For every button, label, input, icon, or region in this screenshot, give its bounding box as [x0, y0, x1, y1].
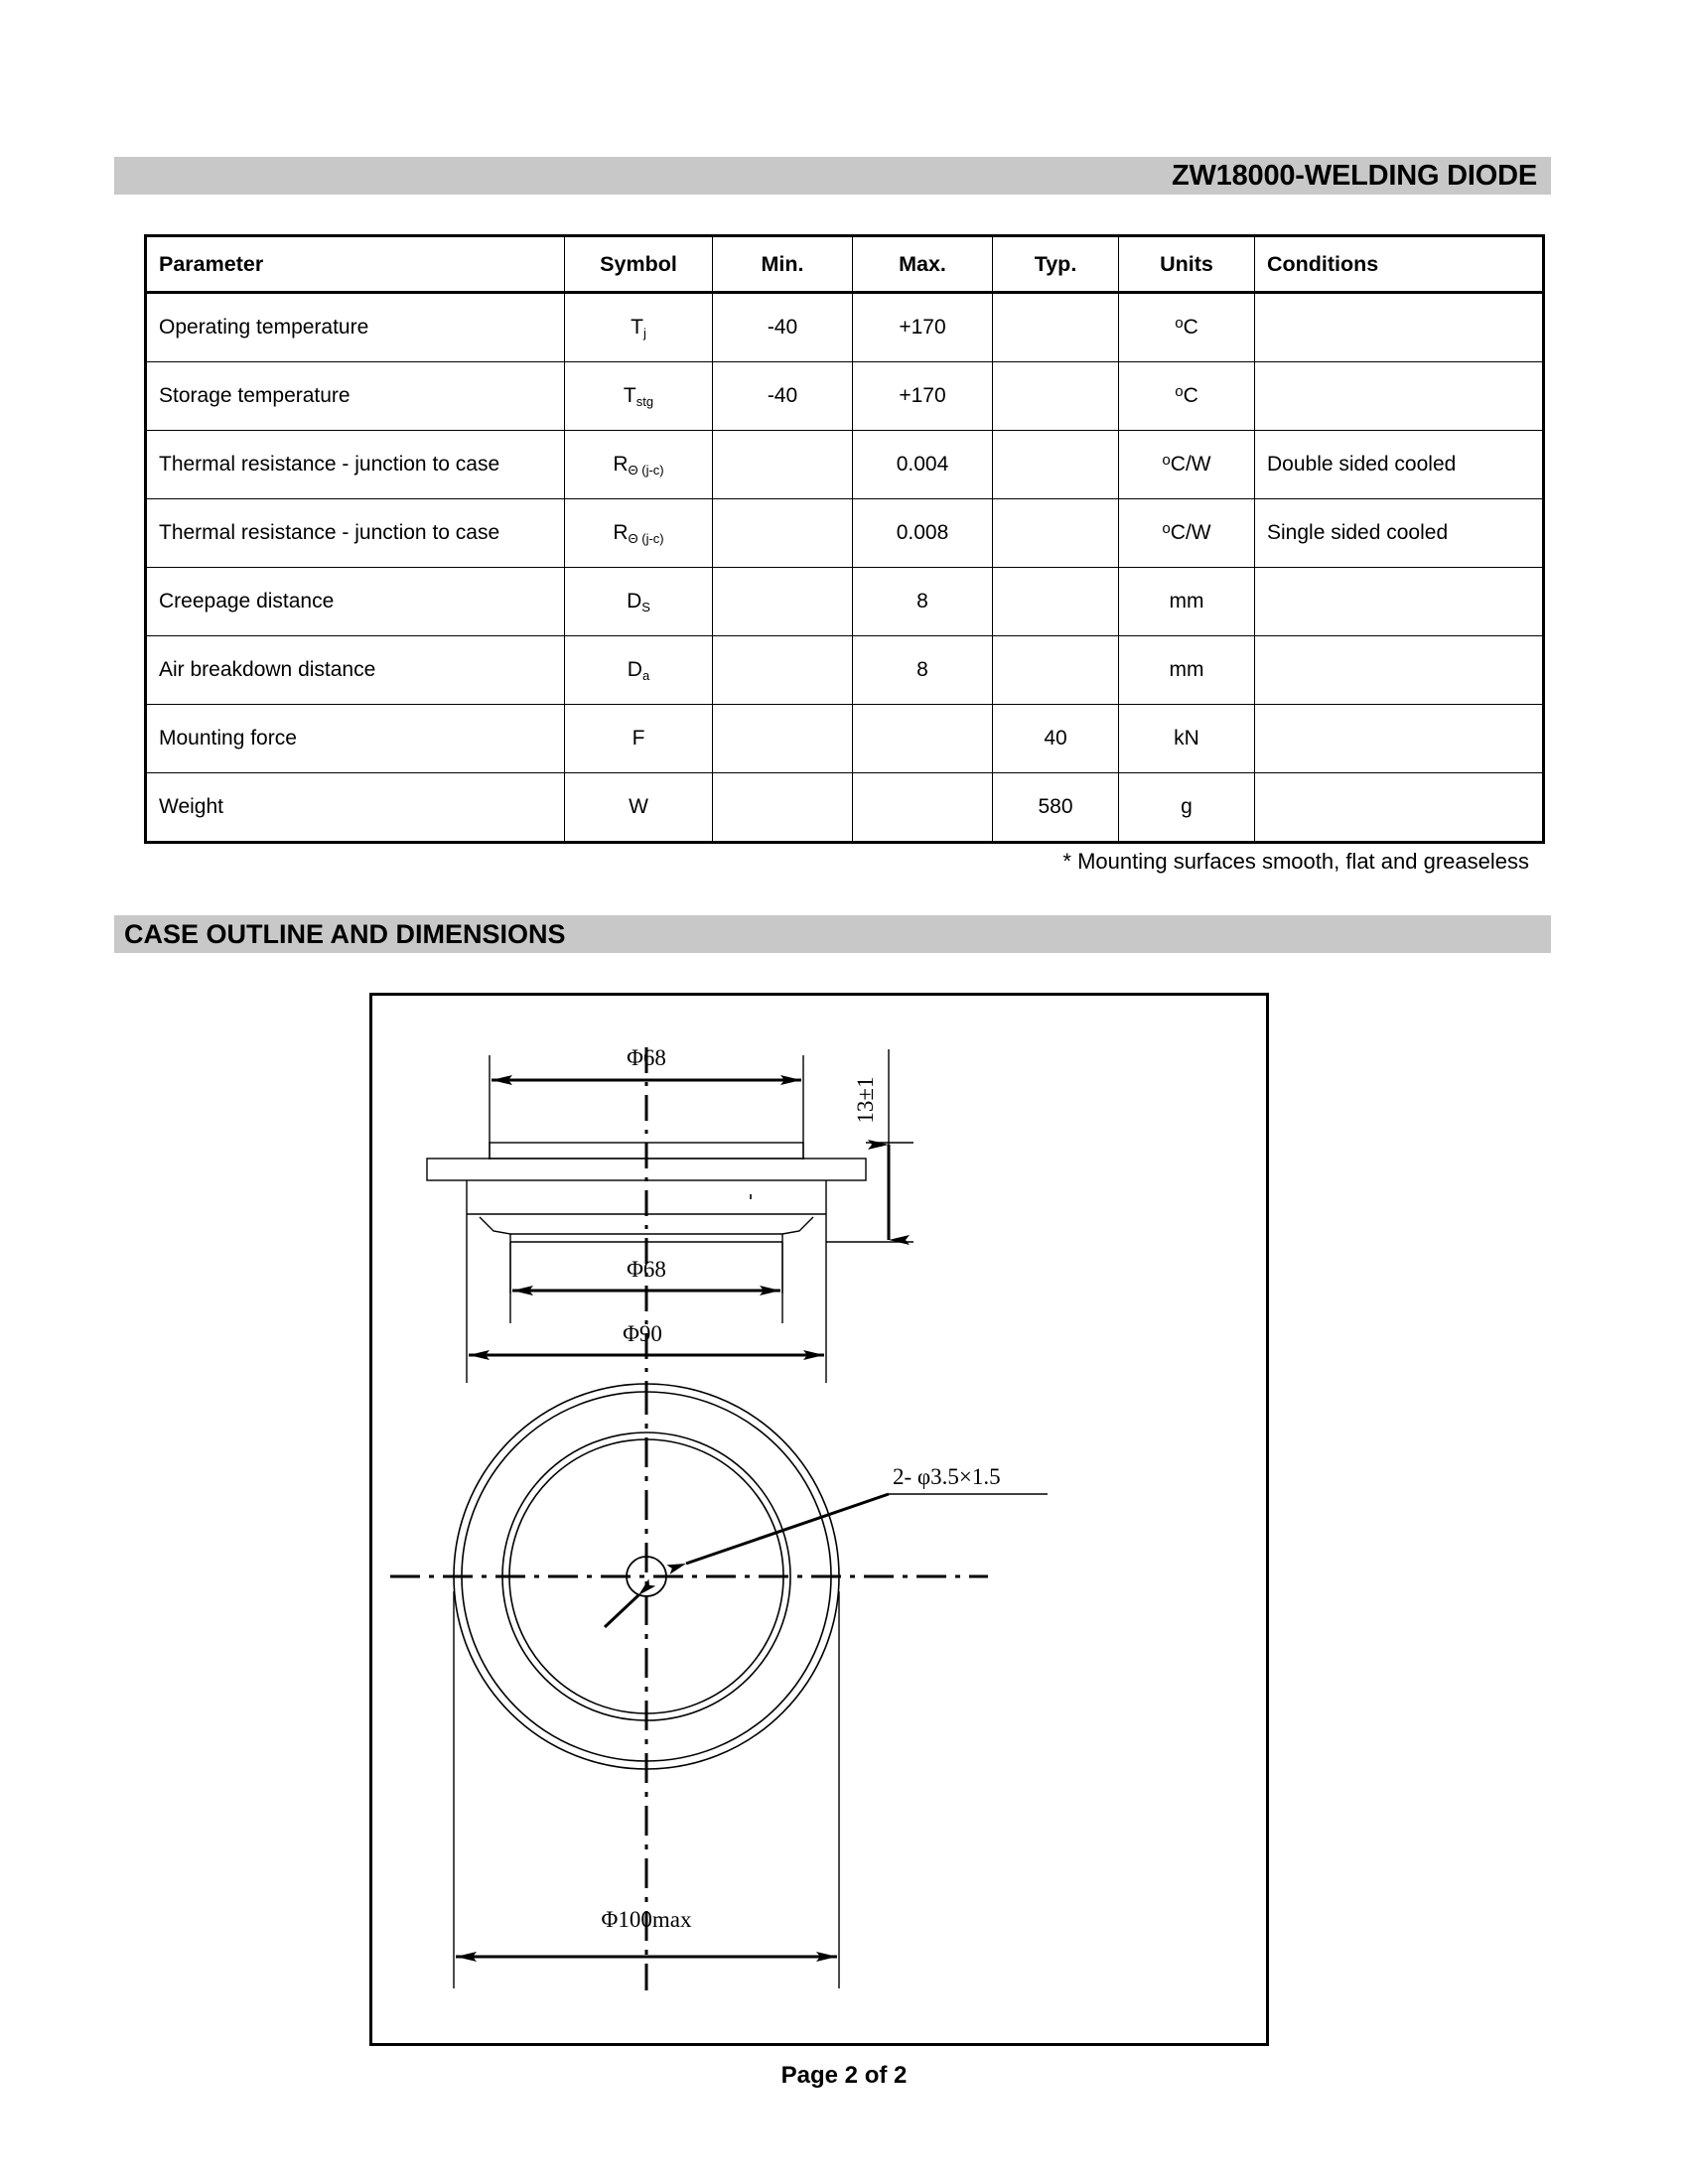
cell-min: -40: [713, 293, 853, 362]
cell-max: [853, 773, 993, 843]
cell-typ: [993, 431, 1119, 499]
parameter-table: [144, 234, 1545, 844]
cell-symbol: $R_{\Theta (j-c)}$: [565, 499, 713, 568]
cell-units: mm: [1119, 568, 1255, 636]
cell-symbol: $D_a$: [565, 636, 713, 705]
dim-thickness-label: 13±1: [853, 1076, 878, 1124]
cell-units: $^o$C: [1119, 293, 1255, 362]
cell-typ: [993, 568, 1119, 636]
column-header-conditions: Conditions: [1255, 236, 1544, 293]
cell-max: 8: [853, 636, 993, 705]
cell-conditions: [1255, 705, 1544, 773]
case-outline-drawing: [372, 996, 1266, 2043]
cell-max: 0.004: [853, 431, 993, 499]
cell-symbol: $D_S$: [565, 568, 713, 636]
cell-max: [853, 705, 993, 773]
cell-units: mm: [1119, 636, 1255, 705]
cell-conditions: [1255, 293, 1544, 362]
column-header-max: Max.: [853, 236, 993, 293]
cell-parameter: Mounting force: [146, 705, 565, 773]
cell-min: [713, 636, 853, 705]
cell-units: $^o$C: [1119, 362, 1255, 431]
cell-conditions: [1255, 773, 1544, 843]
cell-parameter: Thermal resistance - junction to case: [146, 431, 565, 499]
column-header-symbol: Symbol: [565, 236, 713, 293]
table-row: [146, 636, 1544, 705]
page-footer: Page 2 of 2: [780, 2062, 908, 2089]
cell-min: [713, 705, 853, 773]
plan-view: [390, 1384, 1048, 1990]
table-row: [146, 499, 1544, 568]
dim-outer-diameter-label: Φ100max: [601, 1907, 692, 1932]
cell-typ: 580: [993, 773, 1119, 843]
cell-typ: [993, 499, 1119, 568]
table-row: [146, 293, 1544, 362]
cell-units: $^o$C/W: [1119, 499, 1255, 568]
hole-callout-leader-upper: [686, 1494, 889, 1564]
cell-min: [713, 431, 853, 499]
table-row: [146, 568, 1544, 636]
cell-conditions: Single sided cooled: [1255, 499, 1544, 568]
cell-parameter: Creepage distance: [146, 568, 565, 636]
cell-symbol: W: [565, 773, 713, 843]
cell-symbol: $R_{\Theta (j-c)}$: [565, 431, 713, 499]
cell-symbol: F: [565, 705, 713, 773]
table-row: [146, 705, 1544, 773]
header-band: [114, 157, 1551, 195]
cell-min: -40: [713, 362, 853, 431]
hole-callout-label: 2- φ3.5×1.5: [893, 1464, 1001, 1489]
cell-parameter: Thermal resistance - junction to case: [146, 499, 565, 568]
cell-parameter: Operating temperature: [146, 293, 565, 362]
cell-units: g: [1119, 773, 1255, 843]
cell-conditions: [1255, 362, 1544, 431]
cell-max: 0.008: [853, 499, 993, 568]
cell-symbol: $T_{stg}$: [565, 362, 713, 431]
mounting-footnote: * Mounting surfaces smooth, flat and greaseless: [1062, 849, 1529, 874]
page-title: ZW18000-WELDING DIODE: [1171, 159, 1537, 192]
parameter-table-body: [146, 293, 1544, 843]
cell-typ: [993, 293, 1119, 362]
hole-callout-leader-lower: [605, 1595, 638, 1627]
section-band-case-outline: [114, 915, 1551, 953]
cell-min: [713, 499, 853, 568]
cell-min: [713, 773, 853, 843]
table-row: [146, 773, 1544, 843]
cell-conditions: [1255, 636, 1544, 705]
cell-symbol: $T_j$: [565, 293, 713, 362]
column-header-parameter: Parameter: [146, 236, 565, 293]
cell-parameter: Air breakdown distance: [146, 636, 565, 705]
table-header-row: [146, 236, 1544, 293]
column-header-typ: Typ.: [993, 236, 1119, 293]
cell-min: [713, 568, 853, 636]
table-row: [146, 431, 1544, 499]
section-title: CASE OUTLINE AND DIMENSIONS: [124, 918, 566, 949]
cell-conditions: Double sided cooled: [1255, 431, 1544, 499]
cell-units: kN: [1119, 705, 1255, 773]
cell-max: +170: [853, 293, 993, 362]
cell-typ: [993, 362, 1119, 431]
dim-flange-diameter-label: Φ90: [623, 1321, 662, 1346]
dim-mid-diameter-label: Φ68: [627, 1257, 666, 1282]
cell-typ: [993, 636, 1119, 705]
parameter-table-container: [144, 234, 1545, 844]
column-header-units: Units: [1119, 236, 1255, 293]
cell-max: 8: [853, 568, 993, 636]
cell-typ: 40: [993, 705, 1119, 773]
cell-conditions: [1255, 568, 1544, 636]
cell-max: +170: [853, 362, 993, 431]
cell-units: $^o$C/W: [1119, 431, 1255, 499]
column-header-min: Min.: [713, 236, 853, 293]
dim-top-diameter-label: Φ68: [627, 1045, 666, 1070]
cell-parameter: Weight: [146, 773, 565, 843]
table-row: [146, 362, 1544, 431]
case-outline-drawing-frame: [369, 993, 1269, 2046]
cell-parameter: Storage temperature: [146, 362, 565, 431]
